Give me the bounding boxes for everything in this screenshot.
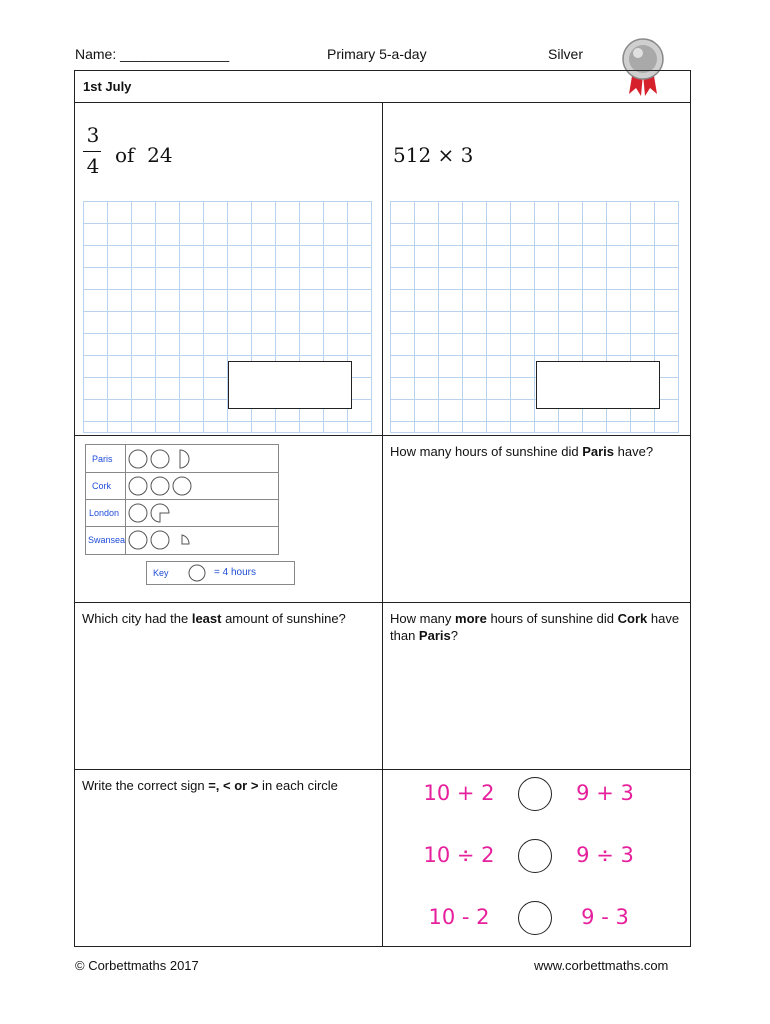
sun-circle-icon [129,504,147,522]
key-label: Key [153,568,169,578]
pictogram-city-label: Cork [92,481,112,491]
pictogram-row-symbols [128,448,204,470]
comparison-right-expression: 9 - 3 [581,905,629,929]
level-label: Silver [548,46,584,62]
pictogram-row-symbols [128,502,204,524]
pictogram-row-symbols [128,475,204,497]
fraction-of-text: of 24 [115,143,173,167]
comparison-left-expression: 10 + 2 [423,781,495,805]
worksheet-frame [74,70,691,947]
comparison-right-expression: 9 + 3 [576,781,634,805]
comparison-left-expression: 10 ÷ 2 [423,843,495,867]
pictogram-table [85,444,279,555]
question-text: How many hours of sunshine did Paris have? [390,444,654,459]
pictogram-row-divider [86,472,278,473]
sun-circle-icon [129,477,147,495]
fraction-denominator: 4 [86,154,100,178]
key-value: = 4 hours [214,567,256,578]
pictogram-row-divider [86,526,278,527]
pictogram-key [146,561,295,585]
three-quarter-circle-icon [151,504,169,522]
sun-circle-icon [173,477,191,495]
column-divider [382,102,383,947]
fraction-bar [83,151,101,152]
pictogram-city-label: London [89,508,120,518]
sign-answer-circle[interactable] [518,777,552,811]
key-circle-icon [187,564,207,582]
sun-circle-icon [151,531,169,549]
half-circle-icon [180,450,189,468]
name-field-label: Name: ______________ [75,46,230,62]
pictogram-row-symbols [128,529,204,551]
answer-box[interactable] [536,361,660,409]
question-text: How many more hours of sunshine did Cork have than Paris? [390,611,680,643]
comparison-right-expression: 9 ÷ 3 [576,843,634,867]
sign-answer-circle[interactable] [518,839,552,873]
sun-circle-icon [151,477,169,495]
pictogram-row-divider [86,499,278,500]
quarter-circle-icon [182,535,189,544]
sign-answer-circle[interactable] [518,901,552,935]
fraction-numerator: 3 [86,123,100,147]
answer-box[interactable] [228,361,352,409]
worksheet-title: Primary 5-a-day [327,46,427,62]
question-text: Which city had the least amount of sunshine? [82,611,346,626]
copyright-text: © Corbettmaths 2017 [75,958,199,973]
pictogram-city-label: Swansea [88,535,126,545]
question-text: Write the correct sign =, < or > in each circle [82,778,338,793]
sun-circle-icon [129,531,147,549]
website-link[interactable]: www.corbettmaths.com [534,958,669,973]
pictogram-city-label: Paris [92,454,113,464]
comparison-left-expression: 10 - 2 [428,905,490,929]
sun-circle-icon [129,450,147,468]
multiplication-expression: 512 × 3 [393,143,474,167]
sun-circle-icon [151,450,169,468]
date-label: 1st July [83,79,132,94]
